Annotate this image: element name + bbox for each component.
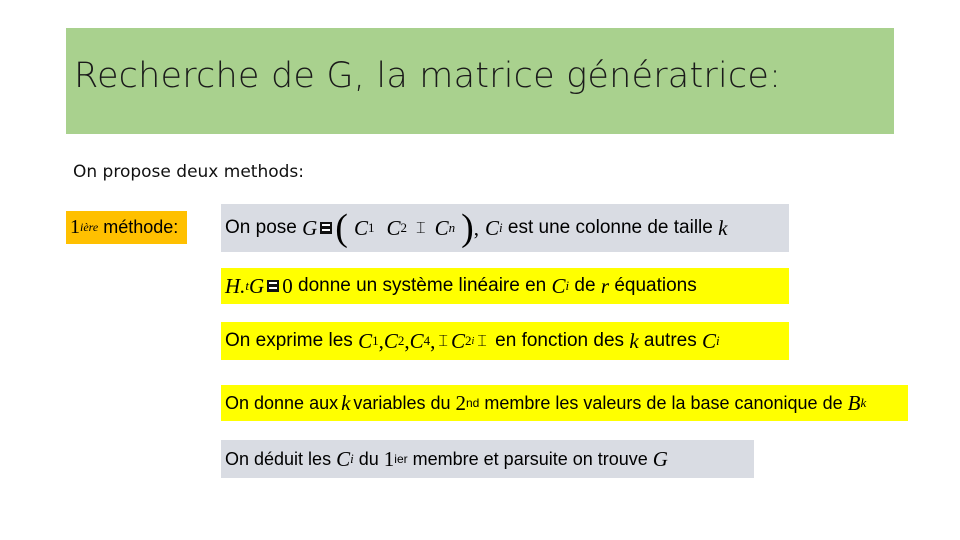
step1-C2: C — [386, 215, 401, 240]
step1-Ci: C — [485, 215, 500, 240]
step4-text2: variables du — [353, 392, 451, 413]
step2-text1: donne un système linéaire en — [298, 275, 547, 296]
method-label — [66, 211, 187, 244]
step3-dots2: ⌶ — [477, 331, 487, 350]
step1-box — [221, 204, 789, 252]
step3-C1-sub: 1 — [372, 333, 379, 348]
step5-text3: membre et parsuite on trouve — [412, 448, 648, 469]
step3-C2: C — [383, 328, 398, 353]
step3-C2i: C — [450, 328, 465, 353]
step1-dots: ⌶ — [415, 218, 426, 237]
step3-text3: autres — [643, 330, 697, 351]
step3-text1: On exprime les — [225, 330, 353, 351]
step2-text2: de — [574, 275, 596, 296]
step4-B: B — [847, 390, 861, 415]
title-banner — [66, 28, 894, 134]
step2-lhs: H. — [225, 273, 246, 298]
step4-text3: membre les valeurs de la base canonique de — [484, 392, 843, 413]
method-text: méthode: — [103, 217, 179, 237]
step3-C1: C — [358, 328, 373, 353]
step5-box — [221, 440, 754, 478]
step2-zero: 0 — [282, 273, 293, 298]
step2-Ci: C — [551, 273, 566, 298]
method-number: 1 — [70, 216, 80, 238]
step3-C2i-sub: 2 — [464, 333, 472, 348]
step1-Cn-sub: n — [448, 220, 456, 235]
step1-G: G — [302, 215, 318, 240]
step2-text3: équations — [614, 275, 697, 296]
step2-box — [221, 268, 789, 304]
method-number-sup: ière — [80, 220, 99, 234]
step3-dots1: ⌶ — [438, 331, 448, 350]
step5-text2: du — [358, 448, 379, 469]
step2-sup-t: t — [245, 278, 250, 293]
slide-subtitle: On propose deux methods: — [73, 162, 305, 182]
step5-G: G — [652, 446, 668, 471]
step2-r: r — [600, 273, 610, 298]
equals-symbol-icon — [267, 280, 279, 292]
step3-C4-sub: 4 — [423, 333, 431, 348]
step3-text2: en fonction des — [495, 330, 625, 351]
step4-num: 2 — [455, 390, 466, 415]
step4-sup: nd — [466, 396, 480, 410]
step3-C2i-sup: i — [471, 335, 475, 347]
step3-k: k — [629, 328, 639, 353]
step5-text1: On déduit les — [225, 448, 332, 469]
step1-Cn: C — [434, 215, 449, 240]
step5-num: 1 — [383, 446, 395, 471]
step4-text1: On donne aux — [225, 392, 339, 413]
step1-C1: C — [353, 215, 368, 240]
step5-sup: ier — [394, 452, 408, 466]
step1-comma: , — [473, 215, 479, 240]
step3-C4: C — [409, 328, 424, 353]
slide-title: Recherche de G, la matrice génératrice: — [74, 56, 782, 96]
step1-lparen: ( — [335, 207, 348, 249]
step2-Ci-sub: i — [565, 278, 570, 293]
step4-box — [221, 385, 908, 421]
step3-Ci-sub: i — [716, 333, 720, 348]
step1-Ci-sub: i — [499, 220, 503, 235]
step3-C2-sub: 2 — [397, 333, 405, 348]
equals-symbol-icon — [320, 222, 332, 234]
step1-k: k — [718, 215, 728, 240]
step1-C2-sub: 2 — [400, 220, 407, 235]
step4-k: k — [341, 390, 351, 415]
step1-suffix: est une colonne de taille — [507, 217, 713, 238]
step3-box: On exprime les C 1 , C 2 , C 4 , ⌶ C 2 i ⌶ en fonction des k autres C i — [221, 322, 789, 360]
step1-prefix: On pose — [225, 217, 297, 238]
step1-C1-sub: 1 — [367, 220, 375, 235]
step5-Ci: C — [336, 446, 351, 471]
step1-rparen: ) — [461, 207, 474, 249]
step5-Ci-sub: i — [350, 451, 354, 466]
step4-B-sup: k — [860, 395, 867, 410]
step3-Ci: C — [702, 328, 717, 353]
step2-G: G — [249, 273, 265, 298]
